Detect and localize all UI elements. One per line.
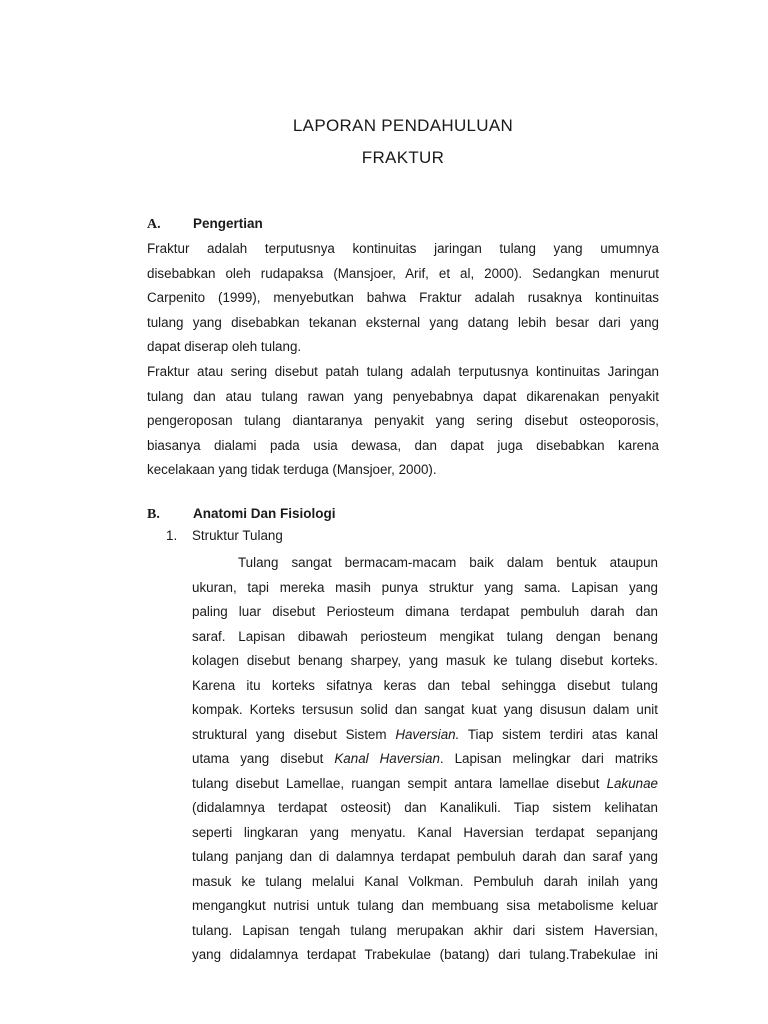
italic-term: Kanal Haversian <box>334 751 440 766</box>
section-b-letter: B. <box>147 507 160 522</box>
subsection-title: Struktur Tulang <box>192 528 283 543</box>
text-line <box>192 772 658 797</box>
text-line: tulang. Lapisan tengah tulang merupakan akhir dari sistem Haversian, <box>192 922 658 938</box>
text-line: yang didalamnya terdapat Trabekulae (batang) dari tulang.Trabekulae ini <box>192 947 658 962</box>
text-line: saraf. Lapisan dibawah periosteum mengikat tulang dengan benang <box>192 628 658 644</box>
paragraph-definition-2 <box>147 360 659 483</box>
text-line: tulang dan atau tulang rawan yang penyebabnya dapat dikarenakan penyakit <box>147 388 659 404</box>
text-line: kecelakaan yang tidak terduga (Mansjoer, 2000). <box>147 462 437 477</box>
text-line: Fraktur atau sering disebut patah tulang adalah terputusnya kontinuitas Jaringan <box>147 364 659 379</box>
text-line: pengeroposan tulang diantaranya penyakit yang sering disebut osteoporosis, <box>147 413 659 428</box>
section-b-heading <box>147 506 336 523</box>
text-run: struktural yang disebut Sistem <box>192 726 396 742</box>
text-line: seperti lingkaran yang menyatu. Kanal Haversian terdapat sepanjang <box>192 824 658 840</box>
paragraph-bone-structure <box>192 551 658 968</box>
section-a-title: Pengertian <box>193 216 263 231</box>
text-line <box>192 723 658 748</box>
text-line: masuk ke tulang melalui Kanal Volkman. Pembuluh darah inilah yang <box>192 873 658 889</box>
text-line: kompak. Korteks tersusun solid dan sangat kuat yang disusun dalam unit <box>192 702 658 717</box>
text-line: Tulang sangat bermacam-macam baik dalam bentuk ataupun <box>238 555 658 570</box>
section-a-heading <box>147 216 263 233</box>
text-line: paling luar disebut Periosteum dimana terdapat pembuluh darah dan <box>192 604 658 619</box>
document-title: LAPORAN PENDAHULUAN <box>292 116 514 135</box>
text-line: tulang yang disebabkan tekanan eksternal yang datang lebih besar dari yang <box>147 314 659 330</box>
text-line: Karena itu korteks sifatnya keras dan tebal sehingga disebut tulang <box>192 677 658 693</box>
text-run: Tiap sistem terdiri atas kanal <box>459 726 659 742</box>
text-line: mengangkut nutrisi untuk tulang dan membuang sisa metabolisme keluar <box>192 898 658 913</box>
document-subtitle: FRAKTUR <box>361 148 445 167</box>
subsection-1-heading <box>166 528 283 543</box>
text-line: (didalamnya terdapat osteosit) dan Kanalikuli. Tiap sistem kelihatan <box>192 800 658 815</box>
text-line: kolagen disebut benang sharpey, yang masuk ke tulang disebut korteks. <box>192 653 658 668</box>
text-run: . Lapisan melingkar dari matriks <box>439 751 658 766</box>
italic-term: Haversian. <box>395 726 460 742</box>
text-line <box>192 747 658 772</box>
text-line: ukuran, tapi mereka masih punya struktur yang sama. Lapisan yang <box>192 579 658 595</box>
section-b-title: Anatomi Dan Fisiologi <box>193 506 336 521</box>
text-run: utama yang disebut <box>192 751 335 766</box>
subsection-number: 1. <box>166 528 178 543</box>
text-run: tulang disebut Lamellae, ruangan sempit antara lamellae disebut <box>192 775 607 791</box>
text-line: Carpenito (1999), menyebutkan bahwa Fraktur adalah rusaknya kontinuitas <box>147 290 659 305</box>
italic-term: Lakunae <box>606 775 658 791</box>
text-line: Fraktur adalah terputusnya kontinuitas jaringan tulang yang umumnya <box>147 241 659 256</box>
paragraph-definition-1 <box>147 237 659 360</box>
text-line: disebabkan oleh rudapaksa (Mansjoer, Arif, et al, 2000). Sedangkan menurut <box>147 265 659 281</box>
text-line: biasanya dialami pada usia dewasa, dan dapat juga disebabkan karena <box>147 437 659 453</box>
text-line: tulang panjang dan di dalamnya terdapat pembuluh darah dan saraf yang <box>192 849 658 864</box>
text-line: dapat diserap oleh tulang. <box>147 339 302 354</box>
section-a-letter: A. <box>147 217 161 232</box>
